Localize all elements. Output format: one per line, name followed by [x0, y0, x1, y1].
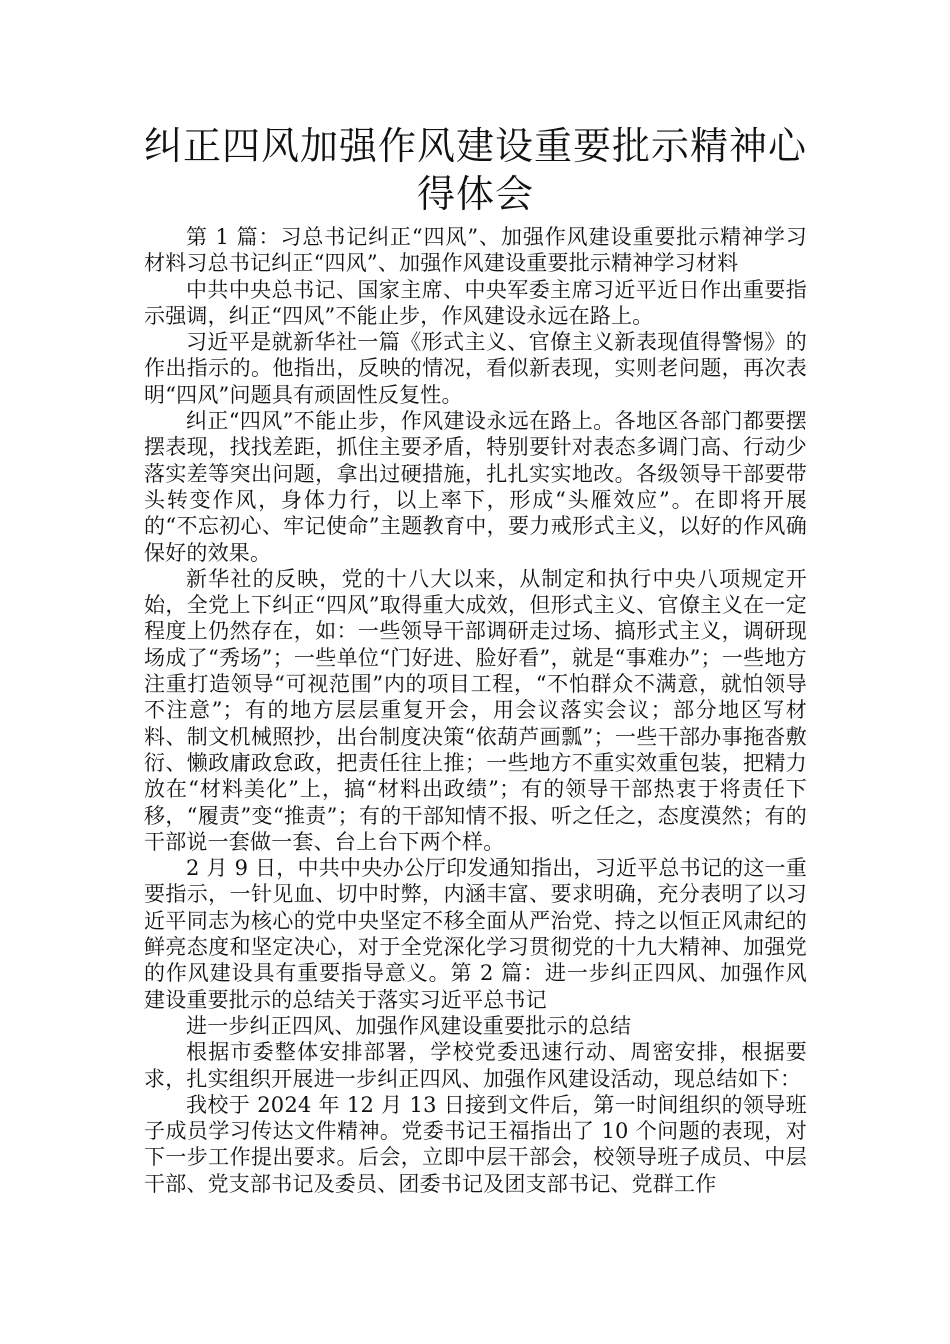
document-page: [144, 122, 807, 1197]
paragraph-5: 新华社的反映，党的十八大以来，从制定和执行中央八项规定开始，全党上下纠正“四风”取得重大成效，但形式主义、官僚主义在一定程度上仍然存在，如：一些领导干部调研走过场、搞形式主义，调研现场成了“秀场”；一些单位“门好进、脸好看”，就是“事难办”；一些地方注重打造领导“可视范围”内的项目工程，“不怕群众不满意，就怕领导不注意”；有的地方层层重复开会，用会议落实会议；部分地区写材料、制文机械照抄，出台制度决策“依葫芦画瓢”；一些干部办事拖沓敷衍、懒政庸政怠政，把责任往上推；一些地方不重实效重包装，把精力放在“材料美化”上，搞“材料出政绩”；有的领导干部热衷于将责任下移，“履责”变“推责”；有的干部知情不报、听之任之，态度漠然；有的干部说一套做一套、台上台下两个样。: [144, 566, 807, 854]
paragraph-2: 中共中央总书记、国家主席、中央军委主席习近平近日作出重要指示强调，纠正“四风”不能止步，作风建设永远在路上。: [144, 277, 807, 328]
document-body: [144, 224, 807, 1197]
paragraph-7: 进一步纠正四风、加强作风建设重要批示的总结: [186, 1013, 632, 1038]
paragraph-8: 根据市委整体安排部署，学校党委迅速行动、周密安排，根据要求，扎实组织开展进一步纠正四风、加强作风建设活动，现总结如下：: [144, 1040, 807, 1091]
paragraph-3: 习近平是就新华社一篇《形式主义、官僚主义新表现值得警惕》的作出指示的。他指出，反映的情况，看似新表现，实则老问题，再次表明“四风”问题具有顽固性反复性。: [144, 330, 807, 407]
paragraph-1: 第 1 篇：习总书记纠正“四风”、加强作风建设重要批示精神学习材料习总书记纠正“四风”、加强作风建设重要批示精神学习材料: [144, 225, 807, 276]
document-title: 纠正四风加强作风建设重要批示精神心得体会: [144, 124, 808, 216]
paragraph-4: 纠正“四风”不能止步，作风建设永远在路上。各地区各部门都要摆摆表现，找找差距，抓住主要矛盾，特别要针对表态多调门高、行动少落实差等突出问题，拿出过硬措施，扎扎实实地改。各级领导干部要带头转变作风，身体力行，以上率下，形成“头雁效应”。在即将开展的“不忘初心、牢记使命”主题教育中，要力戒形式主义，以好的作风确保好的效果。: [144, 409, 807, 565]
paragraph-9: 我校于 2024 年 12 月 13 日接到文件后，第一时间组织的领导班子成员学习传达文件精神。党委书记王福指出了 10 个问题的表现，对下一步工作提出要求。后会，立即中层干部会，校领导班子成员、中层干部、党支部书记及委员、团委书记及团支部书记、党群工作: [144, 1092, 807, 1196]
paragraph-6: 2 月 9 日，中共中央办公厅印发通知指出，习近平总书记的这一重要指示，一针见血、切中时弊，内涵丰富、要求明确，充分表明了以习近平同志为核心的党中央坚定不移全面从严治党、持之以恒正风肃纪的鲜亮态度和坚定决心，对于全党深化学习贯彻党的十九大精神、加强党的作风建设具有重要指导意义。第 2 篇：进一步纠正四风、加强作风建设重要批示的总结关于落实习近平总书记: [144, 856, 807, 1012]
